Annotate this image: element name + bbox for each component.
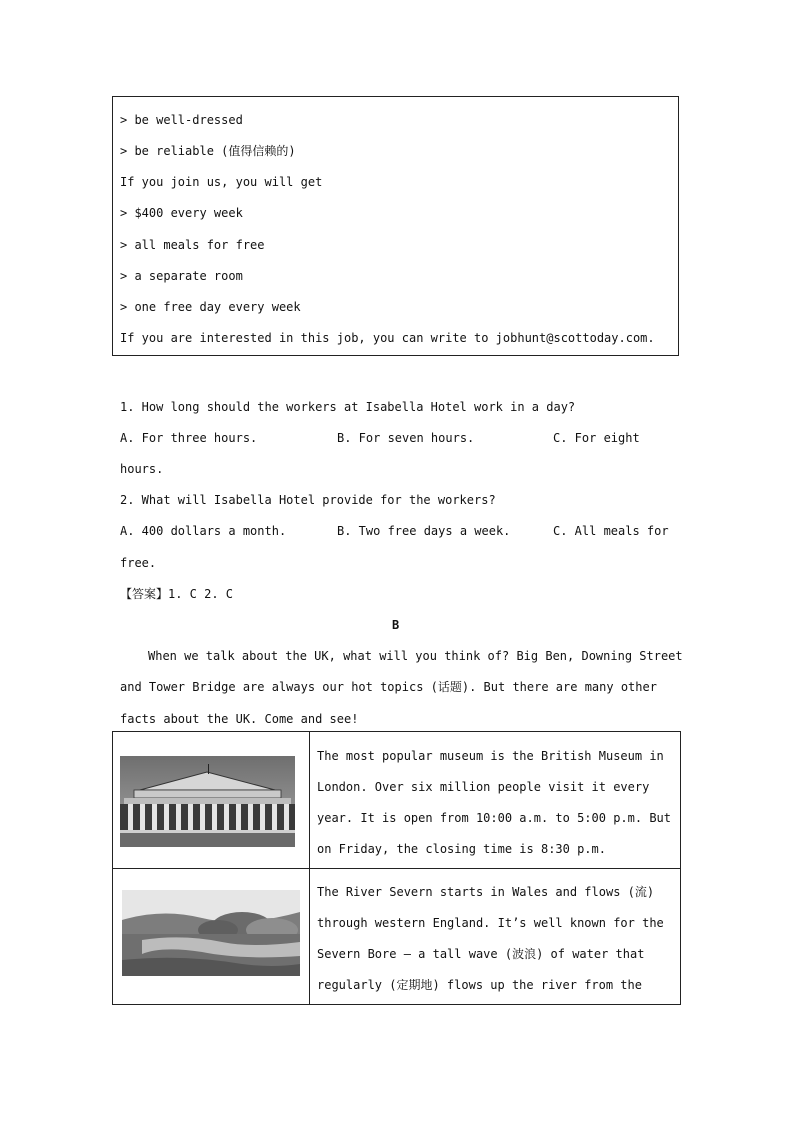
- intro-line-3: facts about the UK. Come and see!: [120, 712, 359, 726]
- benefit-line-4: > one free day every week: [120, 300, 301, 314]
- benefits-intro: If you join us, you will get: [120, 175, 323, 189]
- question-1-option-b: B. For seven hours.: [337, 431, 475, 445]
- question-1-option-c-cont: hours.: [120, 462, 164, 476]
- river-line-3: Severn Bore — a tall wave (波浪) of water that: [317, 947, 645, 961]
- museum-line-4: on Friday, the closing time is 8:30 p.m.: [317, 842, 606, 856]
- river-line-4: regularly (定期地) flows up the river from the: [317, 978, 642, 992]
- museum-line-1: The most popular museum is the British Museum in: [317, 749, 664, 763]
- question-1-option-a: A. For three hours.: [120, 431, 258, 445]
- section-heading: B: [392, 618, 400, 632]
- museum-line-3: year. It is open from 10:00 a.m. to 5:00 p.m. But: [317, 811, 672, 825]
- benefit-line-1: > $400 every week: [120, 206, 243, 220]
- question-2-option-b: B. Two free days a week.: [337, 524, 511, 538]
- question-2-option-a: A. 400 dollars a month.: [120, 524, 287, 538]
- question-1: 1. How long should the workers at Isabella Hotel work in a day?: [120, 400, 576, 414]
- job-ad-box: [112, 96, 679, 356]
- intro-line-2: and Tower Bridge are always our hot topics (话题). But there are many other: [120, 680, 657, 694]
- requirement-line-2: > be reliable (值得信赖的): [120, 144, 296, 158]
- river-line-2: through western England. It’s well known for the: [317, 916, 664, 930]
- question-2-option-c-cont: free.: [120, 556, 157, 570]
- benefit-line-2: > all meals for free: [120, 238, 265, 252]
- question-2: 2. What will Isabella Hotel provide for the workers?: [120, 493, 496, 507]
- requirement-line-1: > be well-dressed: [120, 113, 243, 127]
- question-1-option-c: C. For eight: [553, 431, 640, 445]
- benefit-line-3: > a separate room: [120, 269, 243, 283]
- river-severn-photo: [122, 890, 300, 976]
- question-2-option-c: C. All meals for: [553, 524, 669, 538]
- museum-line-2: London. Over six million people visit it every: [317, 780, 650, 794]
- table-row-divider: [113, 868, 680, 869]
- answer-line: 【答案】1. C 2. C: [120, 587, 234, 601]
- contact-line: If you are interested in this job, you can write to jobhunt@scottoday.com.: [120, 331, 655, 345]
- river-line-1: The River Severn starts in Wales and flows (流): [317, 885, 655, 899]
- british-museum-photo: [120, 756, 295, 847]
- intro-line-1: When we talk about the UK, what will you think of? Big Ben, Downing Street: [148, 649, 683, 663]
